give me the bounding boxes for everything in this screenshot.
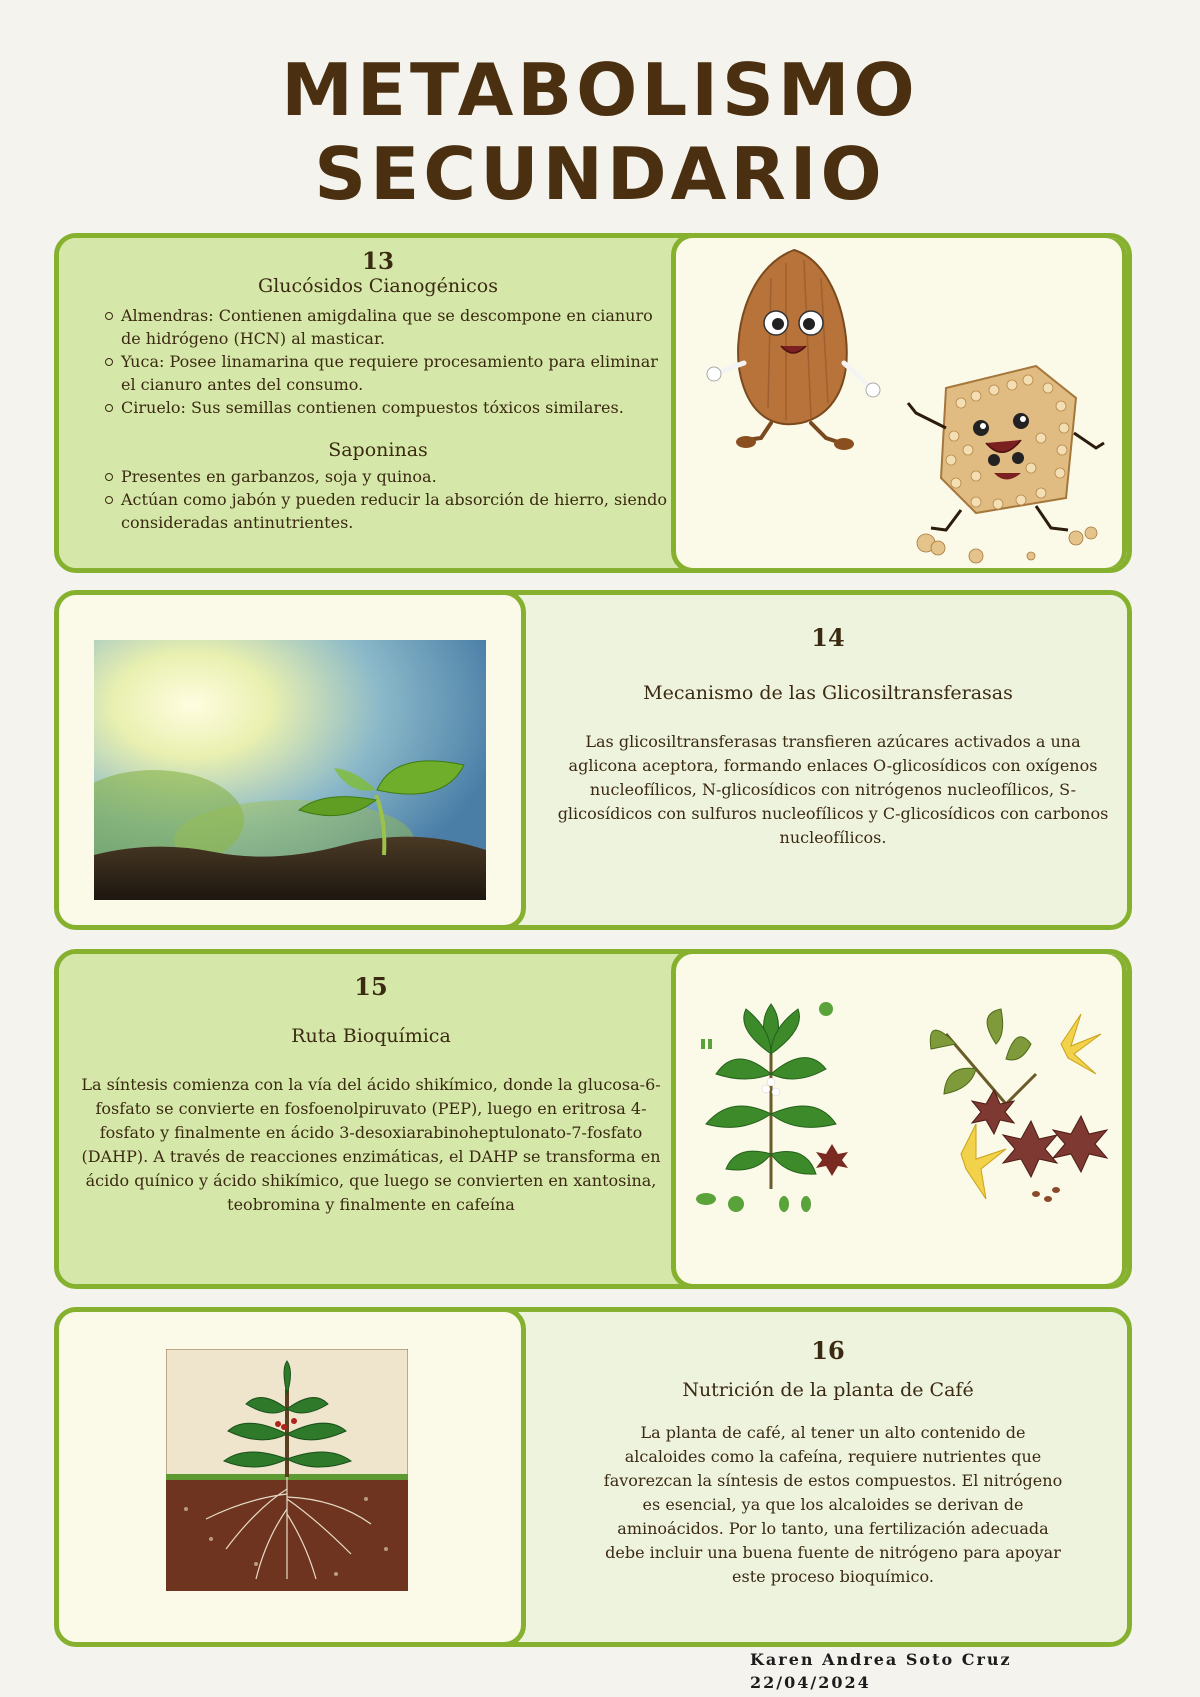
- section-body: Las glicosiltransferasas transfieren azúcares activados a una aglicona aceptora, formando enlaces O-glicosídicos con oxígenos nucleofílicos, N-glicosídicos con nitrógenos nucleofílicos, S-glicosídicos con sulfuros nucleofílicos y C-glicosídicos con carbonos nucleofílicos.: [557, 732, 1109, 847]
- botanical-plants-illustration: [676, 954, 1122, 1284]
- author-signature: [750, 1648, 1012, 1694]
- section-15-image-panel: [671, 949, 1127, 1289]
- section-15-text-panel: [59, 954, 699, 1284]
- section-number: 16: [811, 1336, 845, 1365]
- section-15: [54, 949, 1132, 1289]
- list-item: Actúan como jabón y pueden reducir la absorción de hierro, siendo consideradas antinutrientes.: [121, 488, 675, 534]
- list-item: Ciruelo: Sus semillas contienen compuestos tóxicos similares.: [121, 396, 675, 419]
- seedling-sunlight-image: [94, 640, 486, 900]
- section-14: [54, 590, 1132, 930]
- list-item: Almendras: Contienen amigdalina que se descompone en cianuro de hidrógeno (HCN) al masticar.: [121, 304, 675, 350]
- quinoa-bar-character-icon: [908, 366, 1104, 563]
- section-number: 15: [354, 972, 388, 1001]
- section-body: La síntesis comienza con la vía del ácido shikímico, donde la glucosa-6-fosfato se convierte en fosfoenolpiruvato (PEP), luego en eritrosa 4-fosfato y finalmente en ácido 3-desoxiarabinoheptulonato-7-fosfato (DAHP). A través de reacciones enzimáticas, el DAHP se transforma en ácido quínico y ácido shikímico, que luego se convierten en xantosina, teobromina y finalmente en cafeína: [81, 1075, 661, 1214]
- almond-quinoa-illustration: [676, 238, 1122, 568]
- section-14-text-panel: [539, 595, 1117, 925]
- section-body: La planta de café, al tener un alto contenido de alcaloides como la cafeína, requiere nutrientes que favorezcan la síntesis de estos compuestos. El nitrógeno es esencial, ya que los alcaloides se derivan de aminoácidos. Por lo tanto, una fertilización adecuada debe incluir una buena fuente de nitrógeno para apoyar este proceso bioquímico.: [603, 1423, 1063, 1586]
- section-16-text-panel: [539, 1312, 1117, 1642]
- coffee-plant-botanical-icon: [696, 1002, 848, 1212]
- section-16: [54, 1307, 1132, 1647]
- section-13-text-panel: [59, 238, 699, 568]
- section-16-image-panel: [54, 1307, 526, 1647]
- section-heading: Ruta Bioquímica: [291, 1025, 451, 1047]
- coffee-plant-roots-image: [166, 1349, 408, 1591]
- section-number: 14: [811, 623, 845, 652]
- section-13: [54, 233, 1132, 573]
- list-item: Yuca: Posee linamarina que requiere procesamiento para eliminar el cianuro antes del consumo.: [121, 350, 675, 396]
- section-number: 13: [361, 248, 394, 275]
- section-heading: Mecanismo de las Glicosiltransferasas: [643, 682, 1013, 704]
- section-heading: Nutrición de la planta de Café: [682, 1379, 974, 1401]
- star-anise-botanical-icon: [930, 1009, 1107, 1202]
- date: 22/04/2024: [750, 1673, 871, 1692]
- section-heading: Saponinas: [328, 439, 428, 461]
- section-heading: Glucósidos Cianogénicos: [258, 275, 498, 297]
- section-13-image-panel: [671, 233, 1127, 573]
- bullet-list: [93, 304, 675, 419]
- almond-character-icon: [707, 250, 880, 450]
- section-14-image-panel: [54, 590, 526, 930]
- page-title: METABOLISMO SECUNDARIO: [281, 48, 919, 216]
- list-item: Presentes en garbanzos, soja y quinoa.: [121, 465, 675, 488]
- author-name: Karen Andrea Soto Cruz: [750, 1650, 1012, 1669]
- bullet-list: [93, 465, 675, 534]
